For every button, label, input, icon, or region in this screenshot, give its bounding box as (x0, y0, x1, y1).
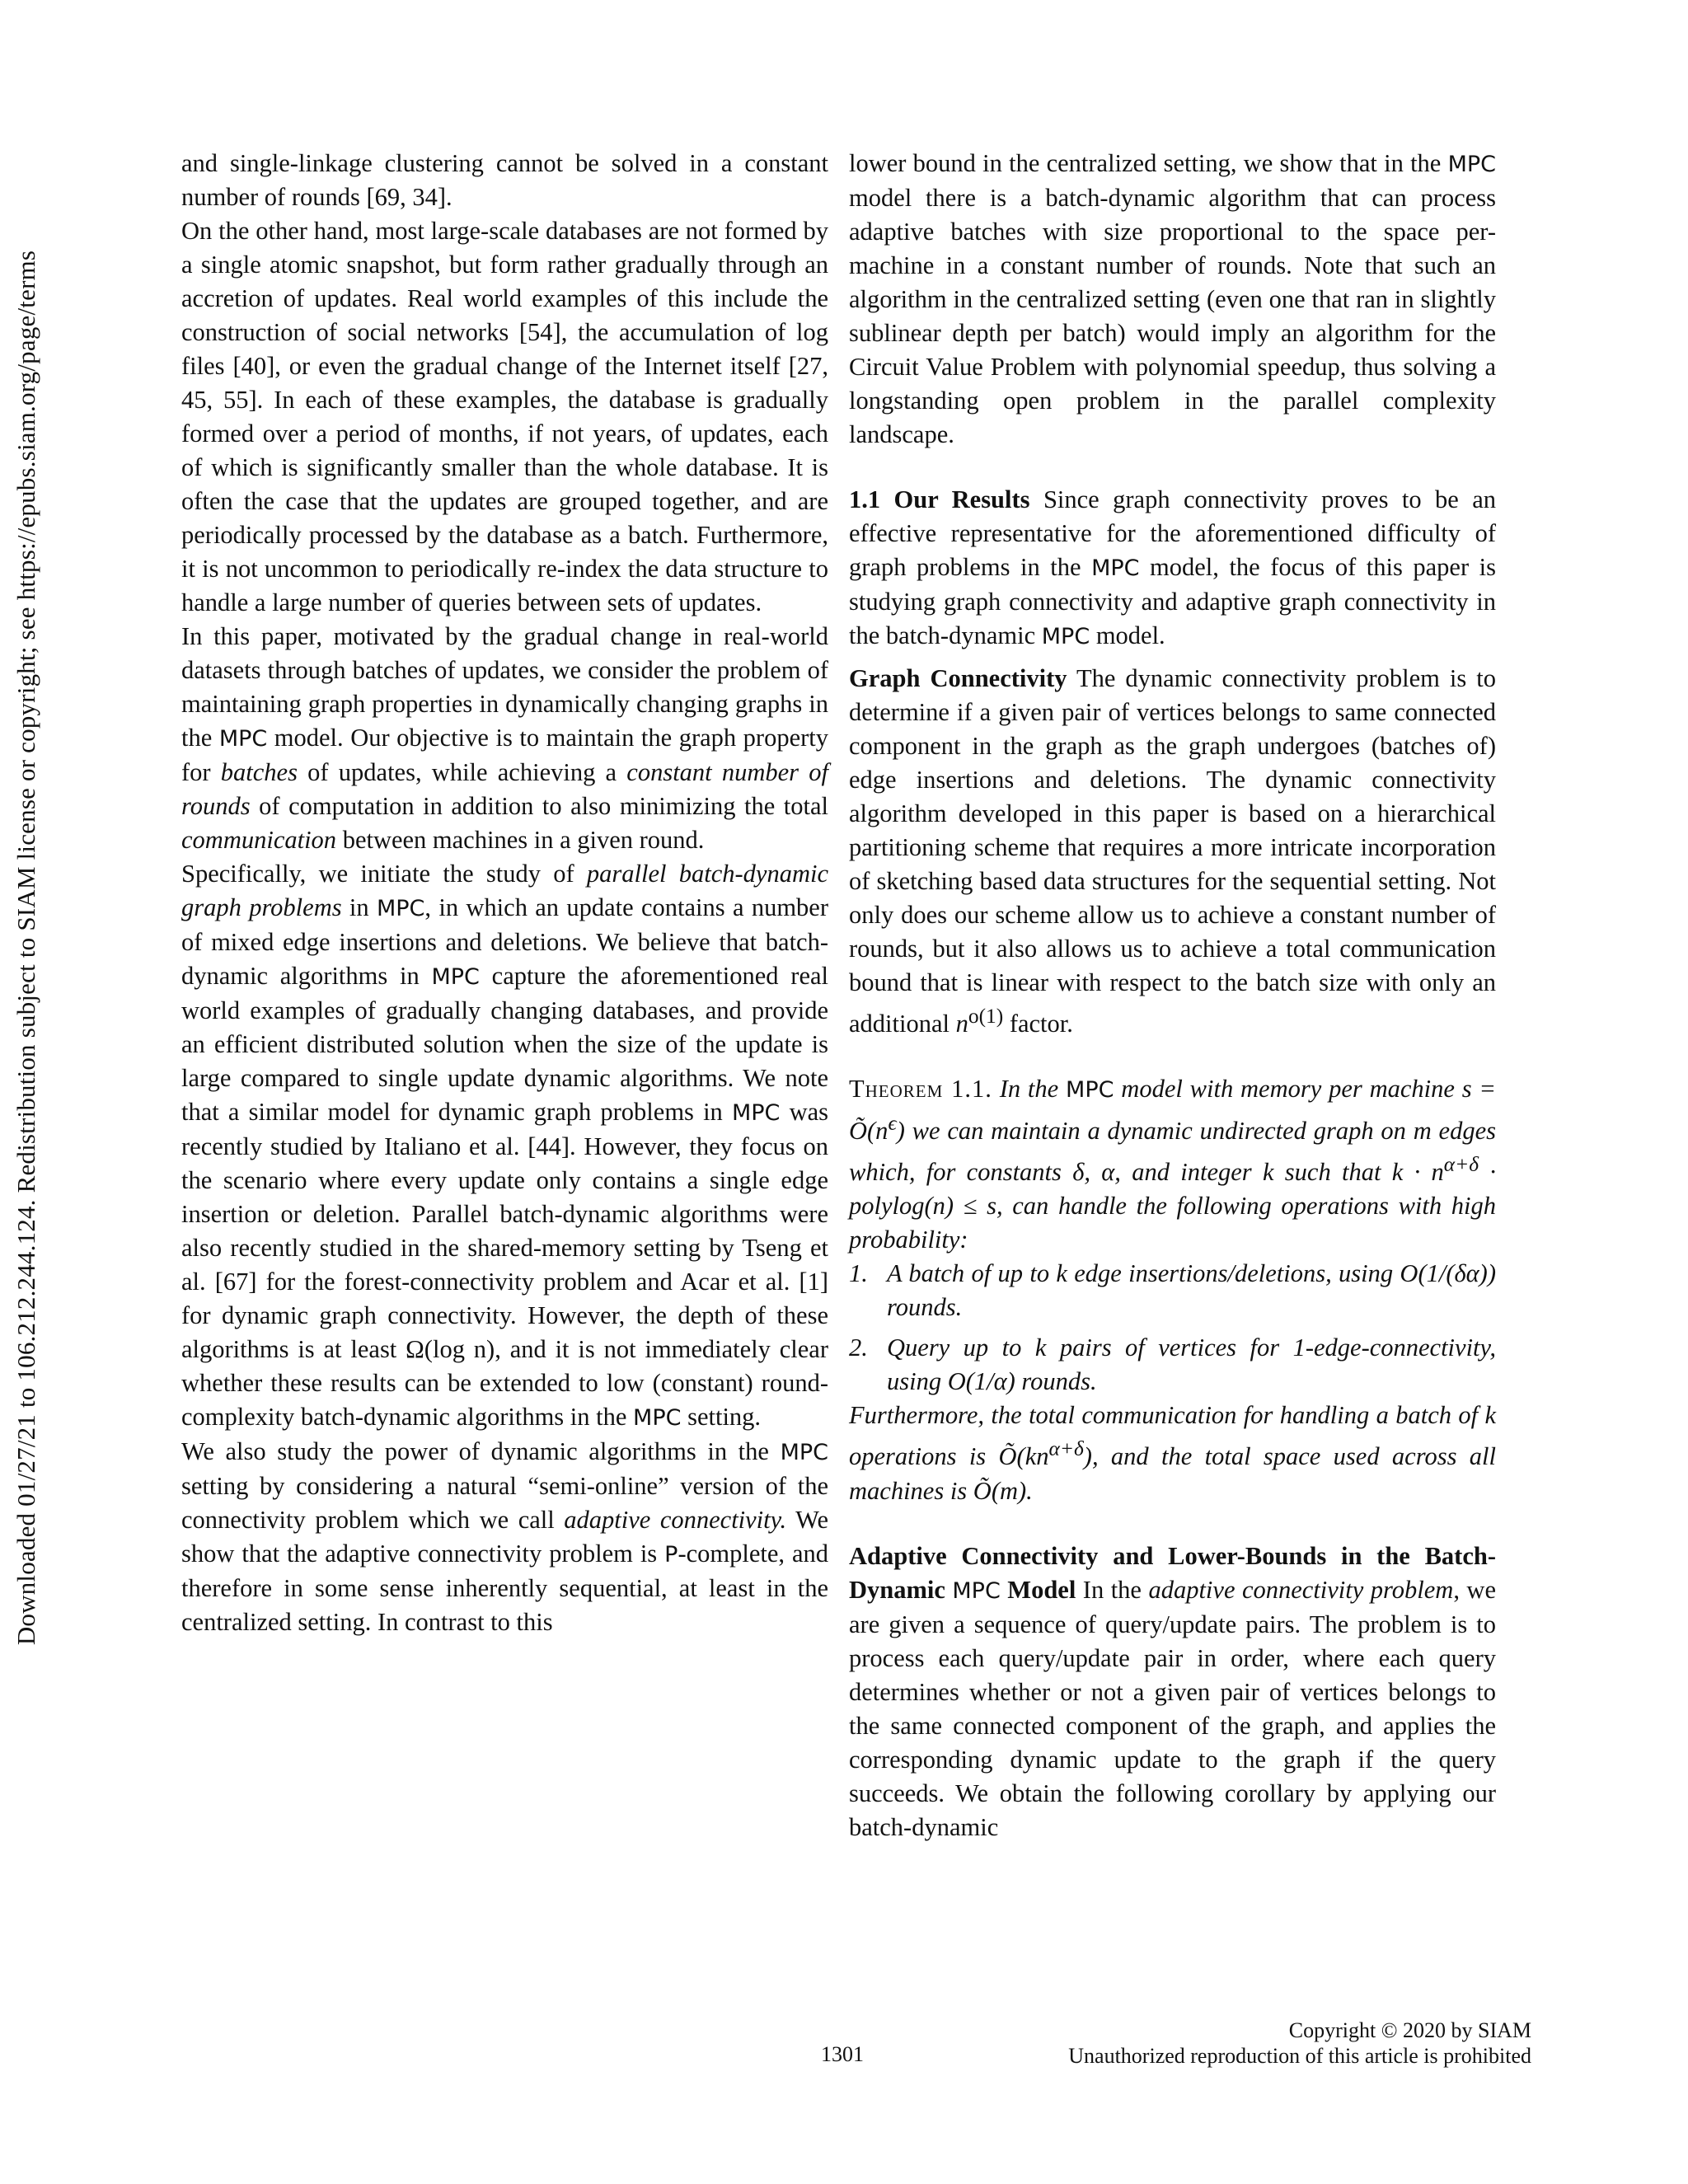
paragraph: and single-linkage clustering cannot be solved in a constant number of rounds [69, 34]. (181, 149, 828, 211)
paragraph-heading: Graph Connectivity (849, 664, 1067, 692)
section-our-results: 1.1 Our Results Since graph connectivity proves to be an effective representative for the aforementioned difficulty of graph problems in the MPC model, the focus of this paper is studying graph connectivity and adaptive graph connectivity in the batch-dynamic MPC model. (849, 485, 1496, 649)
copyright-notice (1068, 2018, 1531, 2069)
paragraph: We also study the power of dynamic algorithms in the MPC setting by considering a natural “semi-online” version of the connectivity problem which we call adaptive connectivity. We show that the adaptive connectivity problem is P-complete, and therefore in some sense inherently sequential, at least in the centralized setting. In contrast to this (181, 1437, 828, 1636)
page-number: 1301 (821, 2042, 864, 2066)
copyright-line: Copyright © 2020 by SIAM (1288, 2018, 1531, 2042)
left-column (181, 147, 828, 1639)
list-item: 1. A batch of up to k edge insertions/deletions, using O(1/(δα)) rounds. (849, 1259, 1496, 1322)
right-column (849, 147, 1496, 1844)
paragraph-graph-connectivity: Graph Connectivity The dynamic connectivity problem is to determine if a given pair of vertices belongs to same connected component in the graph as the graph undergoes (batches of) edge insertions and deletions. The dynamic connectivity algorithm developed in this paper is based on a hierarchical partitioning scheme that requires a more intricate incorporation of sketching based data structures for the sequential setting. Not only does our scheme allow us to achieve a constant number of rounds, but it also allows us to achieve a total communication bound that is linear with respect to the batch size with only an additional $n^{o(1)}$ factor. (849, 664, 1496, 1038)
reproduction-notice: Unauthorized reproduction of this article is prohibited (1068, 2044, 1531, 2068)
download-notice-sidebar (2, 49, 51, 1846)
mpc-term: MPC (218, 726, 268, 752)
paragraph: In this paper, motivated by the gradual change in real-world datasets through batches of updates, we consider the problem of maintaining graph properties in dynamically changing graphs in the MPC model. Our objective is to maintain the graph property for batches of updates, while achieving a constant number of rounds of computation in addition to also minimizing the total communication between machines in a given round. (181, 622, 828, 854)
paragraph: On the other hand, most large-scale databases are not formed by a single atomic snapshot, but form rather gradually through an accretion of updates. Real world examples of this include the construction of social networks [54], the accumulation of log files [40], or even the gradual change of the Internet itself [27, 45, 55]. In each of these examples, the database is gradually formed over a period of months, if not years, of updates, each of which is significantly smaller than the whole database. It is often the case that the updates are grouped together, and are periodically processed by the database as a batch. Furthermore, it is not uncommon to periodically re-index the data structure to handle a large number of queries between sets of updates. (181, 217, 828, 616)
list-item: 2. Query up to k pairs of vertices for 1-edge-connectivity, using O(1/α) rounds. (849, 1333, 1496, 1396)
theorem-1-1: Theorem 1.1. In the MPC model with memory per machine $s = Õ(n^\epsilon)$ we can maintain a dynamic undirected graph on m edges which, for constants δ, α, and integer k such that $k \cdot n^{\alpha+\delta}$ · polylog(n) ≤ s, can handle the following operations with high probability: 1. A batch of up to k edge insertions/deletions, using O(1/(δα)) rounds. 2. Query up to k pairs of vertices for 1-edge-connectivity, using O(1/α) rounds. Furthermore, the total communication for handling a batch of k operations is $Õ(kn^{\alpha+\delta})$, and the total space used across all machines is Õ(m). (849, 1075, 1497, 1505)
section-heading: 1.1 Our Results (849, 485, 1030, 513)
paragraph-adaptive-connectivity: Adaptive Connectivity and Lower-Bounds in the Batch-Dynamic MPC Model In the adaptive connectivity problem, we are given a sequence of query/update pairs. The problem is to process each query/update pair in order, where each query determines whether or not a given pair of vertices belongs to the same connected component of the graph, and applies the corresponding dynamic update to the graph if the query succeeds. We obtain the following corollary by applying our batch-dynamic (849, 1541, 1496, 1841)
paragraph: lower bound in the centralized setting, we show that in the MPC model there is a batch-dynamic algorithm that can process adaptive batches with size proportional to the space per-machine in a constant number of rounds. Note that such an algorithm in the centralized setting (even one that ran in slightly sublinear depth per batch) would imply an algorithm for the Circuit Value Problem with polynomial speedup, thus solving a longstanding open problem in the parallel complexity landscape. (849, 149, 1496, 448)
paragraph: Specifically, we initiate the study of parallel batch-dynamic graph problems in MPC, in which an update contains a number of mixed edge insertions and deletions. We believe that batch-dynamic algorithms in MPC capture the aforementioned real world examples of gradually changing databases, and provide an efficient distributed solution when the size of the update is large compared to single update dynamic algorithms. We note that a similar model for dynamic graph problems in MPC was recently studied by Italiano et al. [44]. However, they focus on the scenario where every update only contains a single edge insertion or deletion. Parallel batch-dynamic algorithms were also recently studied in the shared-memory setting by Tseng et al. [67] for the forest-connectivity problem and Acar et al. [1] for dynamic graph connectivity. However, the depth of these algorithms is at least Ω(log n), and it is not immediately clear whether these results can be extended to low (constant) round-complexity batch-dynamic algorithms in the MPC setting. (181, 860, 829, 1431)
theorem-list (849, 1257, 1496, 1399)
theorem-label: Theorem 1.1. (849, 1075, 992, 1104)
paragraph-heading: Adaptive Connectivity and Lower-Bounds in the Batch-Dynamic MPC Model (849, 1541, 1496, 1604)
download-notice-text: Downloaded 01/27/21 to 106.212.244.124. Redistribution subject to SIAM license or copyright; see https://epubs.siam.org/page/terms (12, 250, 40, 1646)
